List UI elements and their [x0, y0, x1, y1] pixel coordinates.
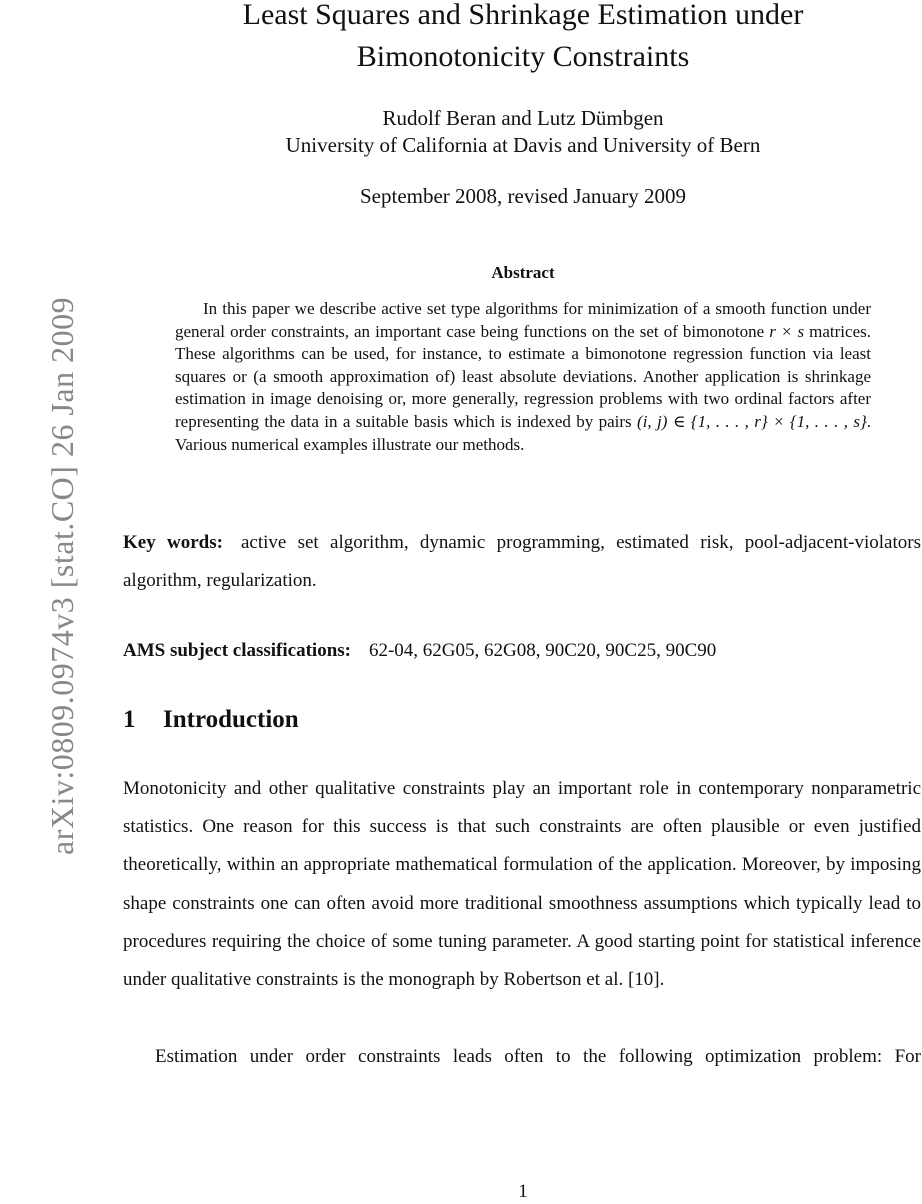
section-number: 1 — [123, 706, 136, 733]
paper-title — [123, 0, 922, 78]
title-line-2: Bimonotonicity Constraints — [356, 40, 690, 73]
keywords-text: active set algorithm, dynamic programming, estimated risk, pool-adjacent-violators algorithm, regularization. — [123, 532, 921, 591]
abstract-body — [175, 298, 871, 456]
arxiv-stamp — [2, 205, 80, 855]
abstract-text-2: matrices. These algorithms can be used, for instance, to estimate a bimonotone regression function via least squares or (a smooth approximation of) least absolute deviations. Another application is shrinkage estimation in image denoising or, more generally, regression problems with two ordinal factors after representing the data in a suitable basis which is indexed by pairs — [175, 321, 871, 431]
abstract-math-1: r × s — [769, 321, 805, 341]
author-names: Rudolf Beran and Lutz Dümbgen — [382, 106, 664, 130]
intro-paragraph-1: Monotonicity and other qualitative constraints play an important role in contemporary nonparametric statistics. One reason for this success is that such constraints are often plausible or even justified theoretically, within an appropriate mathematical formulation of the application. Moreover, by imposing shape constraints one can often avoid more traditional smoothness assumptions which typically lead to procedures requiring the choice of some tuning parameter. A good starting point for statistical inference under qualitative constraints is the monograph by Robertson et al. [10]. — [123, 778, 921, 991]
abstract-math-2: (i, j) ∈ {1, . . . , r} × {1, . . . , s} — [637, 411, 867, 431]
ams-text: 62-04, 62G05, 62G08, 90C20, 90C25, 90C90 — [368, 640, 717, 661]
keywords-label: Key words: — [123, 532, 223, 553]
abstract-text-3: . Various numerical examples illustrate our methods. — [175, 411, 871, 454]
arxiv-identifier: arXiv:0809.0974v3 [stat.CO] 26 Jan 2009 — [44, 296, 80, 855]
ams-block — [123, 637, 921, 665]
intro-paragraph-2: Estimation under order constraints leads often to the following optimization problem: For — [155, 1046, 921, 1067]
paper-date: September 2008, revised January 2009 — [359, 184, 686, 208]
page-number: 1 — [518, 1181, 528, 1202]
section-heading-introduction — [123, 703, 299, 737]
ams-label: AMS subject classifications: — [123, 640, 351, 661]
abstract-heading: Abstract — [491, 263, 555, 282]
author-block — [123, 105, 922, 159]
keywords-block — [123, 524, 921, 600]
title-line-1: Least Squares and Shrinkage Estimation under — [242, 0, 804, 31]
section-title: Introduction — [163, 706, 299, 733]
abstract-text-1: In this paper we describe active set type algorithms for minimization of a smooth function under general order constraints, an important case being functions on the set of bimonotone — [175, 299, 871, 341]
author-affiliation: University of California at Davis and University of Bern — [285, 133, 761, 157]
